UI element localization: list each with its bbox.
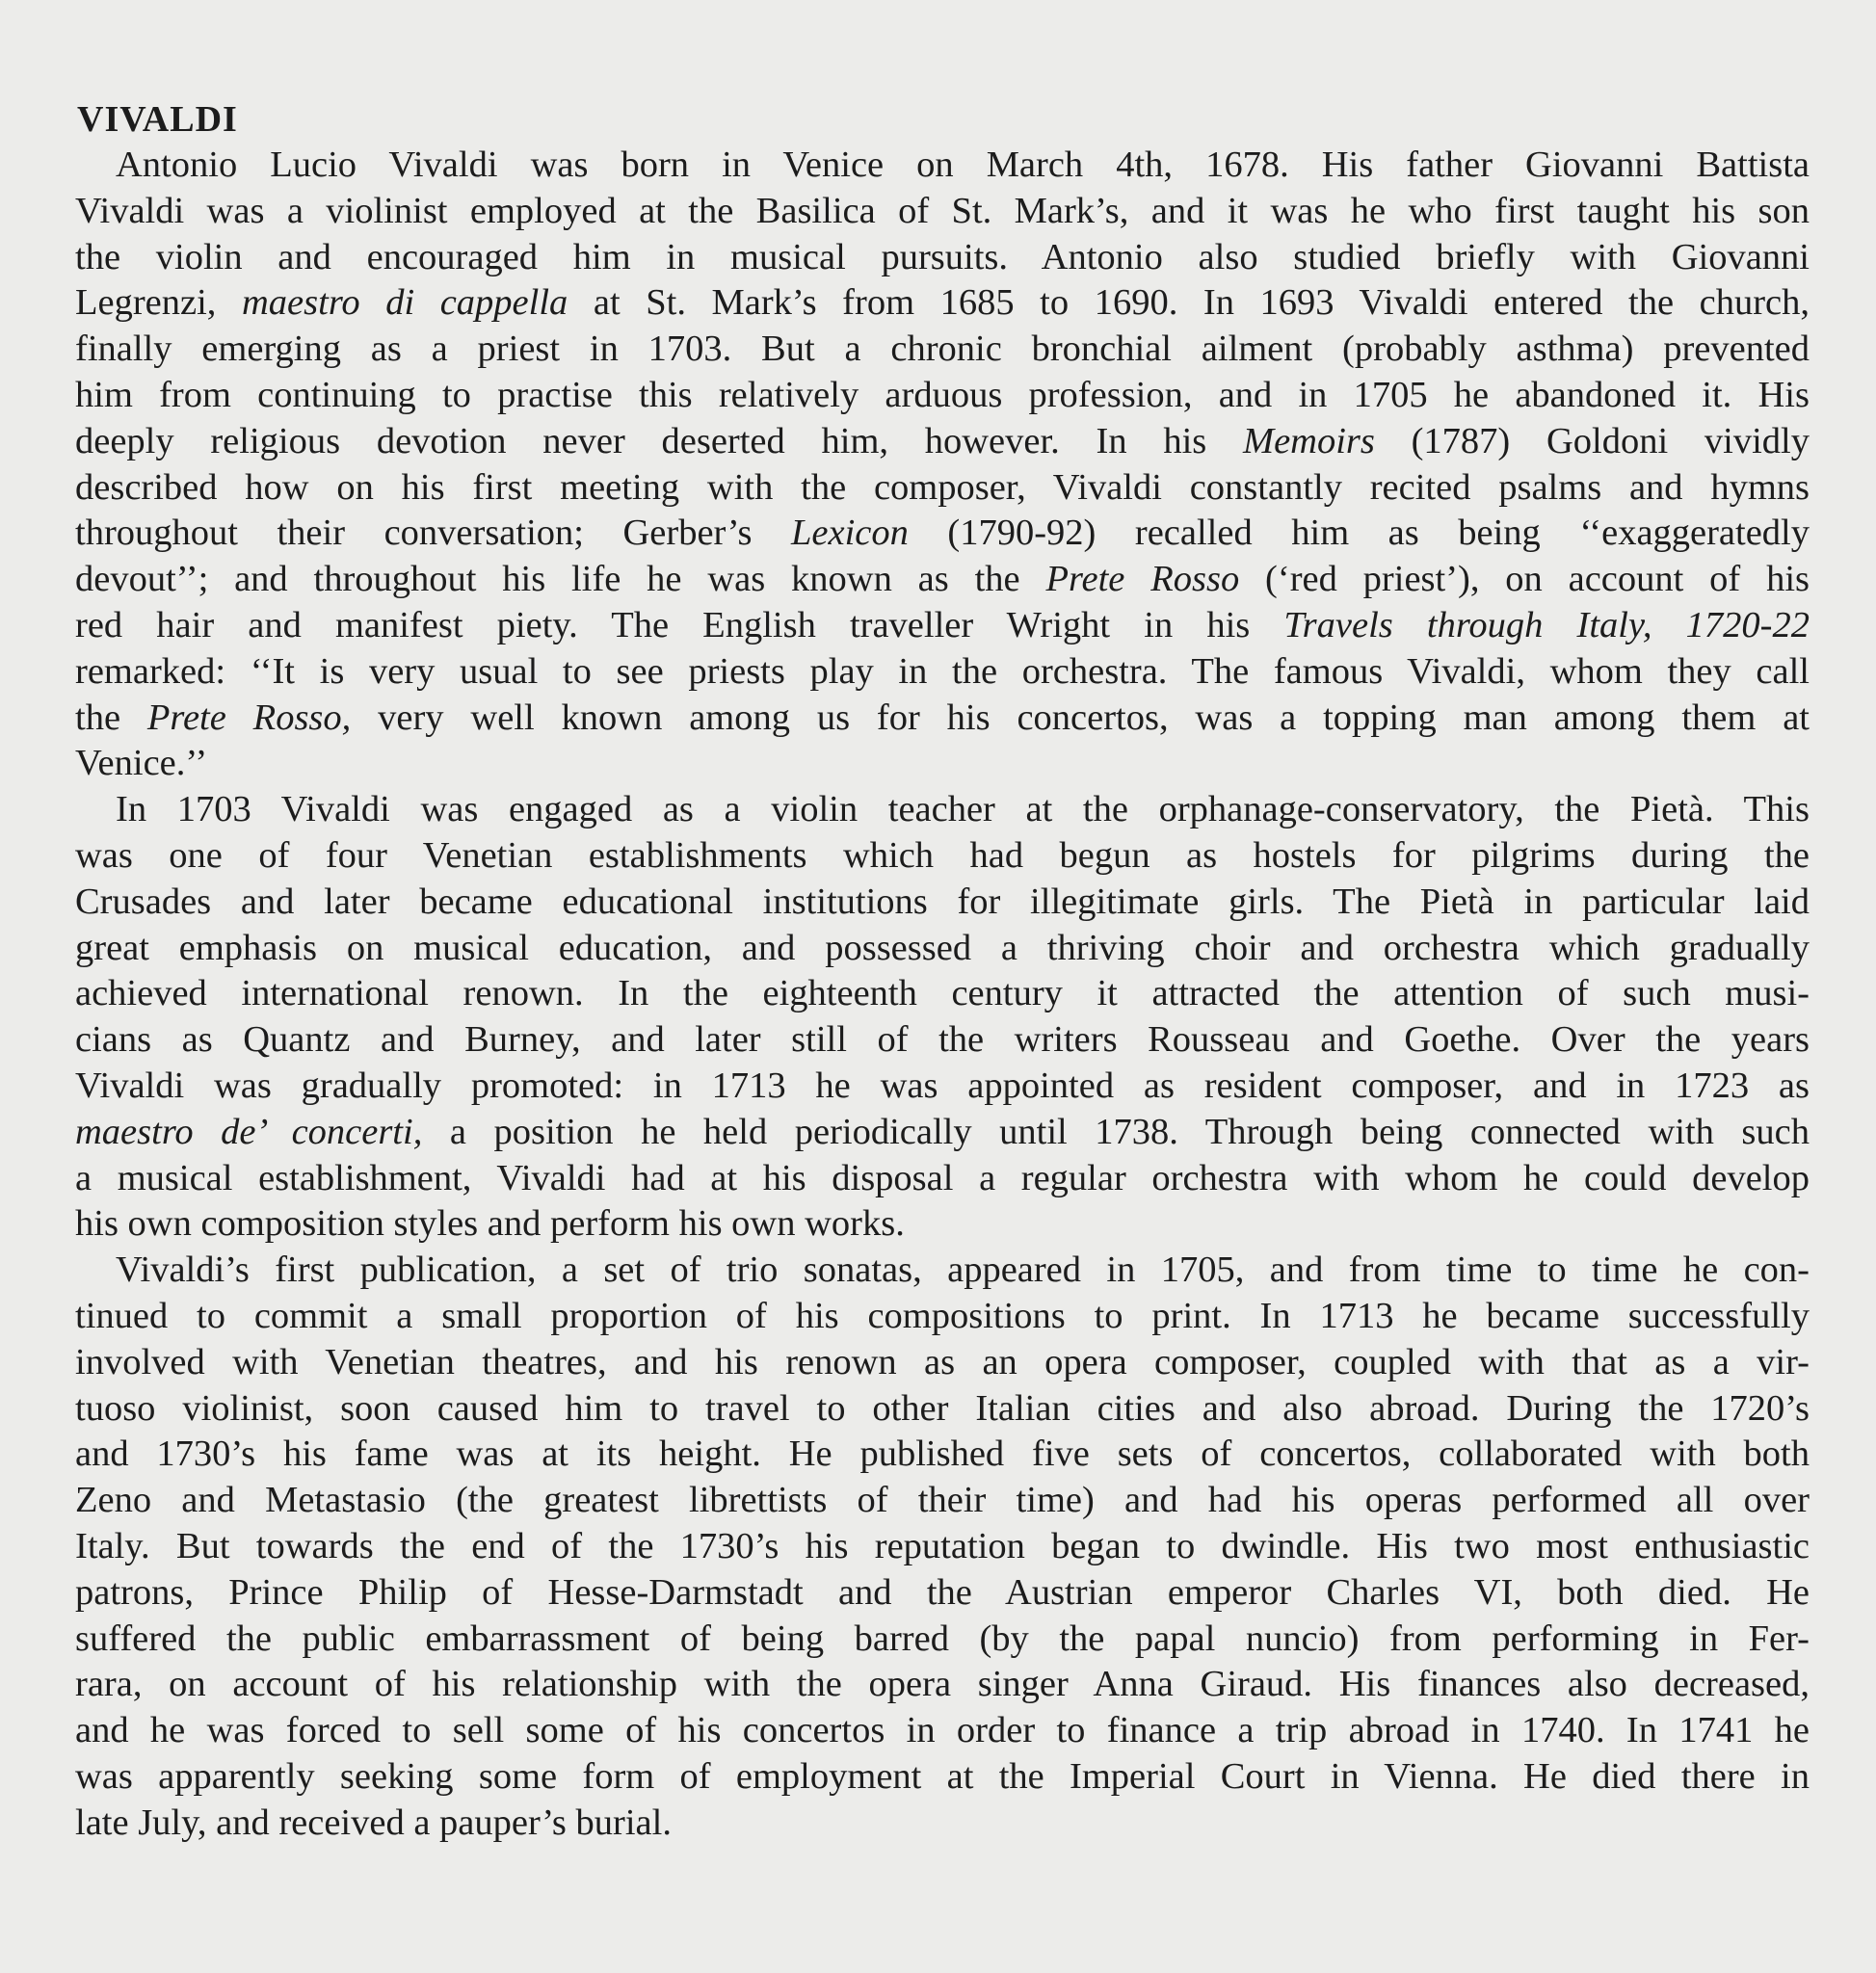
italic-text: Prete Rosso <box>1045 559 1240 600</box>
text-run: described how on his first meeting with the composer, Vivaldi constantly recited psalms and hymns <box>75 466 1810 508</box>
italic-text: Prete Rosso, <box>146 697 352 738</box>
text-line <box>75 787 1810 833</box>
text-line <box>75 465 1810 512</box>
text-line <box>75 327 1810 373</box>
text-run: remarked: ‘‘It is very usual to see priests play in the orchestra. The famous Vivaldi, whom they call <box>75 650 1810 692</box>
text-line <box>75 1754 1810 1801</box>
text-run: Venice.’’ <box>75 743 208 784</box>
text-run: Vivaldi was gradually promoted: in 1713 he was appointed as resident composer, and in 1723 as <box>75 1065 1810 1106</box>
italic-text: Memoirs <box>1243 420 1375 461</box>
text-line <box>75 1294 1810 1340</box>
text-line <box>75 1478 1810 1524</box>
article <box>75 96 1810 1846</box>
italic-text: Lexicon <box>791 513 909 554</box>
text-line <box>75 1617 1810 1663</box>
text-run: the <box>75 697 147 738</box>
text-run: (‘red priest’), on account of his <box>1239 559 1810 600</box>
text-run: cians as Quantz and Burney, and later still of the writers Rousseau and Goethe. Over the years <box>75 1019 1810 1061</box>
text-run: a position he held periodically until 1738. Through being connected with such <box>422 1111 1810 1152</box>
text-run: achieved international renown. In the eighteenth century it attracted the attention of such musi- <box>75 973 1810 1014</box>
italic-text: maestro di cappella <box>242 282 568 324</box>
text-run: his own composition styles and perform his own works. <box>75 1203 905 1245</box>
text-run: a musical establishment, Vivaldi had at his disposal a regular orchestra with whom he could develop <box>75 1157 1810 1198</box>
text-run: tuoso violinist, soon caused him to travel to other Italian cities and also abroad. During the 1720’s <box>75 1387 1810 1429</box>
text-line <box>75 557 1810 603</box>
text-run: Vivaldi was a violinist employed at the Basilica of St. Mark’s, and it was he who first taught his son <box>75 190 1810 231</box>
text-line <box>75 603 1810 649</box>
text-line <box>75 1340 1810 1386</box>
text-run: (1787) Goldoni vividly <box>1374 420 1810 461</box>
text-run: suffered the public embarrassment of being barred (by the papal nuncio) from performing in Fer- <box>75 1618 1810 1659</box>
text-run: and he was forced to sell some of his concertos in order to finance a trip abroad in 1740. In 1741 he <box>75 1710 1810 1751</box>
text-line <box>75 143 1810 189</box>
text-run: In 1703 Vivaldi was engaged as a violin teacher at the orphanage-conservatory, the Pietà. This <box>116 789 1810 830</box>
text-line <box>75 1156 1810 1202</box>
text-run: the violin and encouraged him in musical pursuits. Antonio also studied briefly with Giovanni <box>75 236 1810 277</box>
text-run: throughout their conversation; Gerber’s <box>75 513 792 554</box>
text-line <box>75 1524 1810 1570</box>
text-run: was one of four Venetian establishments which had begun as hostels for pilgrims during the <box>75 834 1810 876</box>
text-line <box>75 741 1810 787</box>
text-line <box>75 1201 1810 1248</box>
text-run: devout’’; and throughout his life he was known as the <box>75 559 1046 600</box>
text-run: very well known among us for his concertos, was a topping man among them at <box>351 697 1810 738</box>
text-run: Legrenzi, <box>75 282 242 324</box>
text-run: at St. Mark’s from 1685 to 1690. In 1693 Vivaldi entered the church, <box>568 282 1810 324</box>
text-line <box>75 1064 1810 1110</box>
text-run: (1790-92) recalled him as being ‘‘exaggeratedly <box>908 513 1810 554</box>
text-run: him from continuing to practise this relatively arduous profession, and in 1705 he abandoned it. His <box>75 374 1810 415</box>
paragraph <box>75 1248 1810 1846</box>
text-line <box>75 1570 1810 1617</box>
paragraph <box>75 143 1810 787</box>
text-run: Antonio Lucio Vivaldi was born in Venice on March 4th, 1678. His father Giovanni Battista <box>116 145 1810 185</box>
text-run: Zeno and Metastasio (the greatest librettists of their time) and had his operas performed all over <box>75 1480 1810 1521</box>
italic-text: maestro de’ concerti, <box>75 1111 423 1152</box>
text-run: finally emerging as a priest in 1703. But a chronic bronchial ailment (probably asthma) prevented <box>75 329 1810 370</box>
text-run: and 1730’s his fame was at its height. He published five sets of concertos, collaborated with both <box>75 1434 1810 1475</box>
text-line <box>75 511 1810 557</box>
text-run: Crusades and later became educational institutions for illegitimate girls. The Pietà in particular laid <box>75 881 1810 922</box>
italic-text: Travels through Italy, 1720-22 <box>1283 604 1810 645</box>
text-line <box>75 280 1810 327</box>
text-run: tinued to commit a small proportion of his compositions to print. In 1713 he became successfully <box>75 1295 1810 1336</box>
text-line <box>75 971 1810 1017</box>
text-line <box>75 1801 1810 1847</box>
article-title: VIVALDI <box>77 99 238 140</box>
text-run: deeply religious devotion never deserted him, however. In his <box>75 420 1243 461</box>
text-run: great emphasis on musical education, and possessed a thriving choir and orchestra which gradually <box>75 927 1810 968</box>
text-run: late July, and received a pauper’s burial. <box>75 1802 672 1843</box>
text-line <box>75 419 1810 465</box>
text-line <box>75 373 1810 419</box>
text-run: patrons, Prince Philip of Hesse-Darmstadt and the Austrian emperor Charles VI, both died. He <box>75 1571 1810 1613</box>
text-line <box>75 1248 1810 1294</box>
text-line <box>75 1386 1810 1433</box>
text-run: involved with Venetian theatres, and his renown as an opera composer, coupled with that as a vir- <box>75 1341 1810 1382</box>
text-run: Italy. But towards the end of the 1730’s his reputation began to dwindle. His two most enthusiastic <box>75 1525 1810 1566</box>
text-line <box>75 696 1810 742</box>
text-run: was apparently seeking some form of employment at the Imperial Court in Vienna. He died there in <box>75 1755 1810 1797</box>
text-run: red hair and manifest piety. The English traveller Wright in his <box>75 604 1284 645</box>
text-run: rara, on account of his relationship with the opera singer Anna Giraud. His finances also decreased, <box>75 1664 1810 1705</box>
text-line <box>75 880 1810 926</box>
text-line <box>75 649 1810 696</box>
text-line <box>75 1110 1810 1156</box>
article-body <box>75 143 1810 1846</box>
text-line <box>75 1017 1810 1064</box>
text-run: Vivaldi’s first publication, a set of trio sonatas, appeared in 1705, and from time to time he con- <box>116 1250 1810 1291</box>
text-line <box>75 235 1810 281</box>
text-line <box>75 833 1810 880</box>
text-line <box>75 189 1810 235</box>
paragraph <box>75 787 1810 1248</box>
text-line <box>75 1708 1810 1754</box>
text-line <box>75 926 1810 972</box>
text-line <box>75 1432 1810 1478</box>
text-line <box>75 1662 1810 1708</box>
